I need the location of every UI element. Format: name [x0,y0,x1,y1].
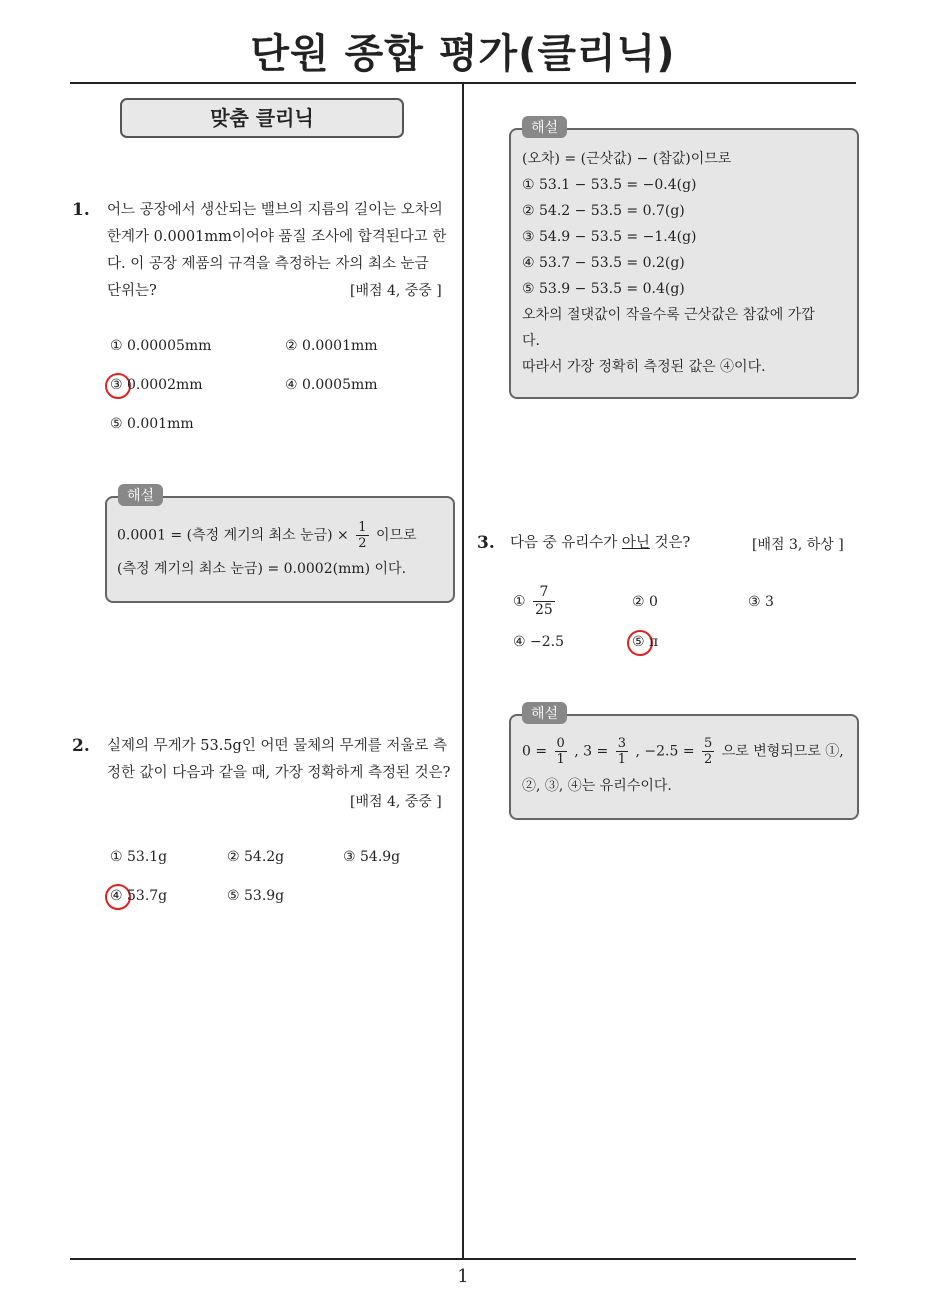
q2-option-5[interactable]: ⑤ 53.9g [227,888,285,904]
fraction [555,736,567,767]
footer-rule [70,1258,856,1260]
fraction-numerator: 7 [533,584,555,602]
q1-answer-label: 해설 [118,484,163,506]
fraction [356,520,368,551]
q3-text [510,530,690,557]
fraction-numerator: 0 [556,736,565,751]
q3-meta: [배점 3, 하상 ] [752,537,844,553]
q3-option-2[interactable]: ② 0 [632,594,658,610]
q3-answer-box [509,714,859,820]
q3-answer-line1 [522,736,852,767]
q3-option-1[interactable] [513,584,558,619]
q2-answer-line: 따라서 가장 정확히 측정된 값은 ④이다. [522,359,766,375]
fraction [533,584,555,619]
q3-option-5[interactable]: ⑤ π [632,634,659,650]
q2-meta: [배점 4, 중중 ] [350,794,442,810]
page-title: 단원 종합 평가(클리닉) [250,31,676,77]
q1-option-1[interactable]: ① 0.00005mm [110,338,212,354]
q3-answer-text: 0 = [522,743,548,760]
fraction-denominator: 25 [535,602,553,618]
q1-line: 단위는? [107,283,157,299]
q1-number: 1. [72,200,90,220]
q2-answer-line: ③ 54.9 − 53.5 = −1.4(g) [522,229,697,245]
q1-meta: [배점 4, 중중 ] [350,283,442,299]
fraction-numerator: 5 [704,736,713,751]
q2-option-2[interactable]: ② 54.2g [227,849,285,865]
q2-option-4[interactable]: ④ 53.7g [110,888,168,904]
q3-answer-text: 으로 변형되므로 ①, [721,743,844,760]
section-tag: 맞춤 클리닉 [120,98,404,138]
q1-answer-line1 [117,520,447,551]
q3-answer-text: , −2.5 = [635,743,695,760]
q2-answer-line: 다. [522,333,540,349]
q1-option-4[interactable]: ④ 0.0005mm [285,377,378,393]
q1-answer-text: 이므로 [375,527,417,544]
q1-option-5[interactable]: ⑤ 0.001mm [110,416,194,432]
q2-answer-line: ④ 53.7 − 53.5 = 0.2(g) [522,255,685,271]
q2-line: 실제의 무게가 53.5g인 어떤 물체의 무게를 저울로 측 [107,738,447,754]
fraction-denominator: 1 [556,752,565,767]
fraction [616,736,628,767]
q2-answer-label: 해설 [522,116,567,138]
q3-answer-line2: ②, ③, ④는 유리수이다. [522,778,672,794]
q3-option-1-mark: ① [513,593,526,610]
q1-option-3[interactable]: ③ 0.0002mm [110,377,203,393]
q1-line: 어느 공장에서 생산되는 밸브의 지름의 길이는 오차의 [107,202,443,218]
fraction-denominator: 2 [358,536,367,551]
q1-line: 다. 이 공장 제품의 규격을 측정하는 자의 최소 눈금 [107,256,429,272]
q2-text [107,733,457,787]
q3-option-3[interactable]: ③ 3 [748,594,774,610]
q1-option-2[interactable]: ② 0.0001mm [285,338,378,354]
q1-answer-text: 0.0001 = (측정 계기의 최소 눈금) × [117,527,349,544]
q2-option-3[interactable]: ③ 54.9g [343,849,401,865]
q2-answer-line: ② 54.2 − 53.5 = 0.7(g) [522,203,685,219]
q3-option-4[interactable]: ④ −2.5 [513,634,564,650]
fraction [702,736,714,767]
q2-answer-line: ① 53.1 − 53.5 = −0.4(g) [522,177,697,193]
fraction-denominator: 2 [704,752,713,767]
q2-option-1[interactable]: ① 53.1g [110,849,168,865]
q1-answer-line2: (측정 계기의 최소 눈금) = 0.0002(mm) 이다. [117,561,407,577]
q3-text-part: 것은? [649,535,691,551]
q2-answer-line: 오차의 절댓값이 작을수록 근삿값은 참값에 가깝 [522,307,815,323]
q2-answer-body [522,146,850,380]
fraction-numerator: 1 [358,520,367,535]
q2-answer-line: ⑤ 53.9 − 53.5 = 0.4(g) [522,281,685,297]
q3-answer-label: 해설 [522,702,567,724]
q2-line: 정한 값이 다음과 같을 때, 가장 정확하게 측정된 것은? [107,765,451,781]
q3-text-part: 다음 중 유리수가 [510,535,622,551]
q2-answer-line: (오차) = (근삿값) − (참값)이므로 [522,151,732,167]
q3-text-underlined: 아닌 [621,535,650,551]
page-number: 1 [457,1266,469,1287]
q1-line: 한계가 0.0001mm이어야 품질 조사에 합격된다고 한 [107,229,447,245]
q3-number: 3. [477,533,495,553]
fraction-numerator: 3 [617,736,627,751]
q3-answer-text: , 3 = [574,743,609,760]
q2-number: 2. [72,736,90,756]
fraction-denominator: 1 [617,752,627,767]
column-divider [462,83,464,1258]
